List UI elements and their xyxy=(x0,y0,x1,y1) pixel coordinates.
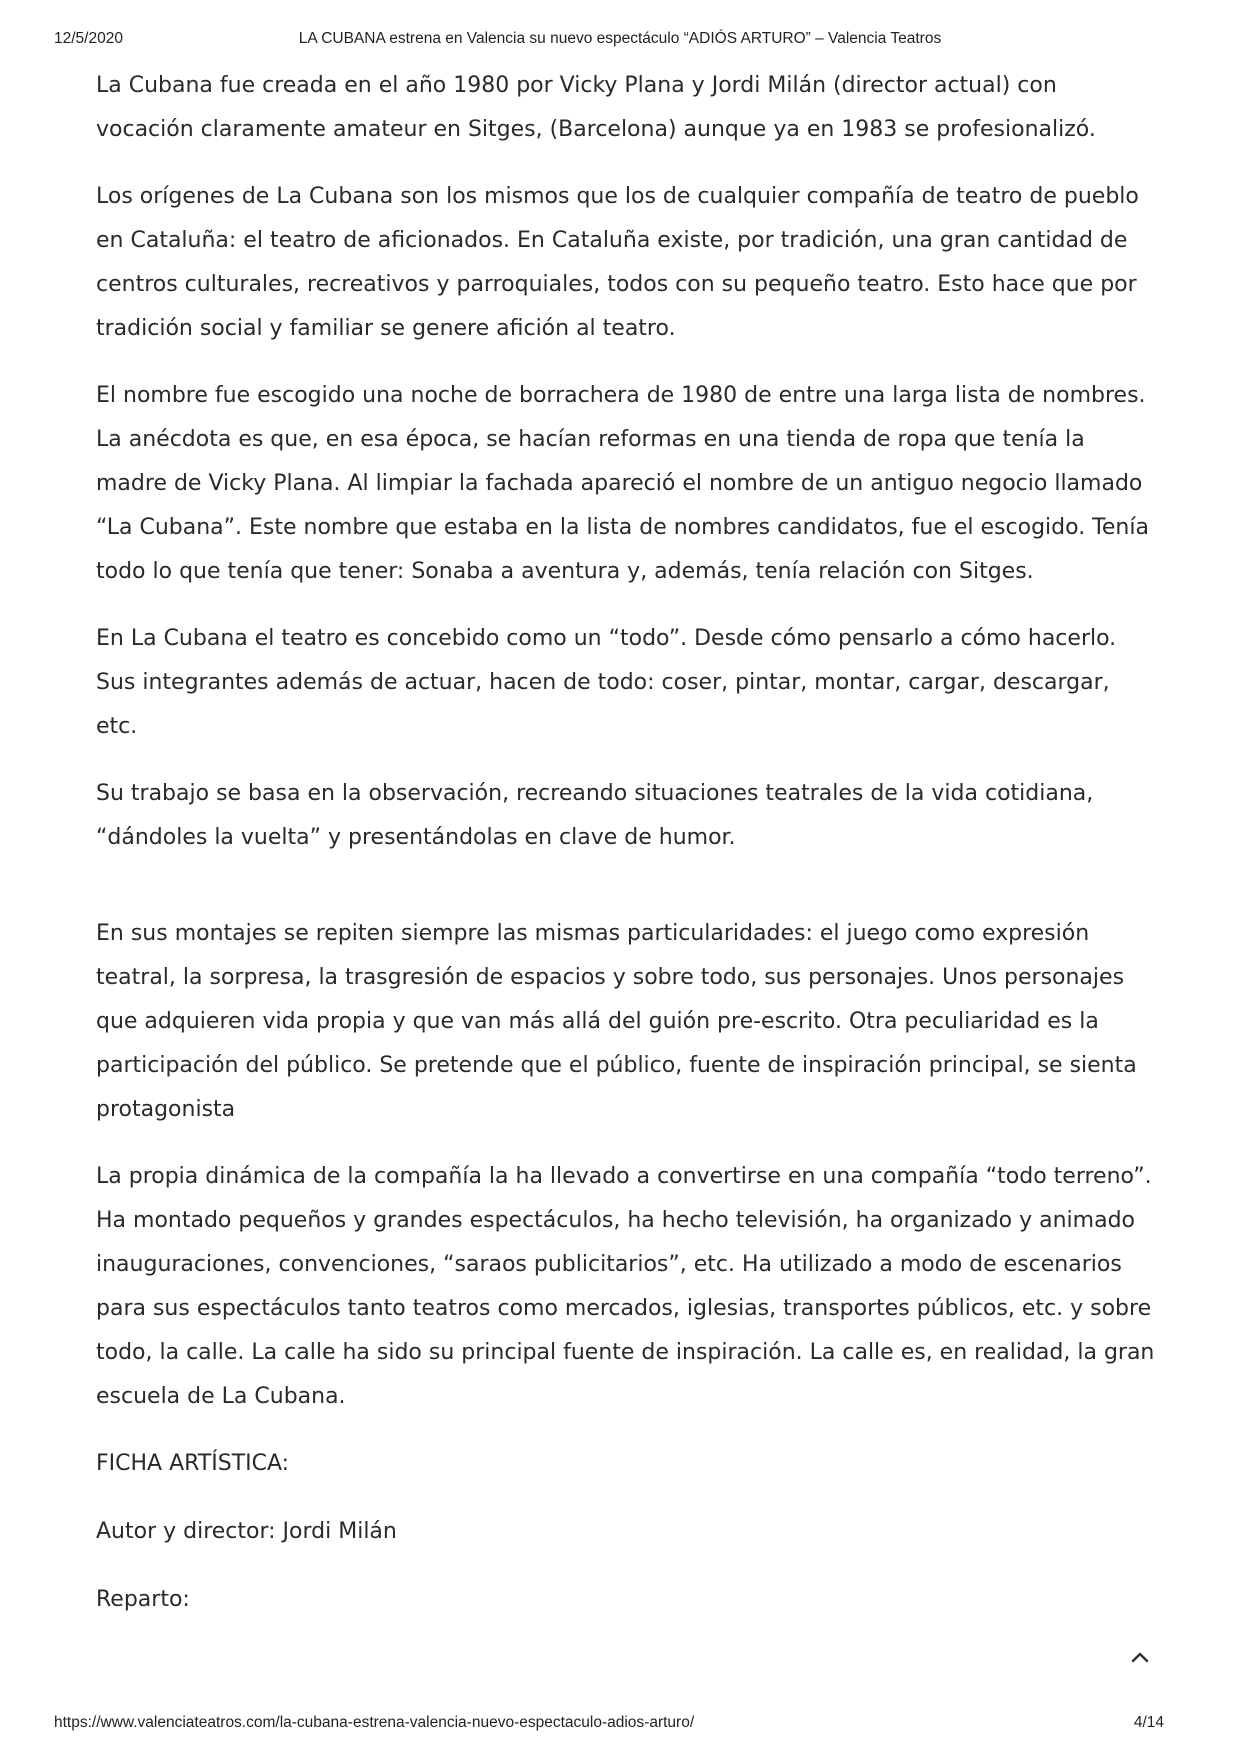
article-paragraph: En La Cubana el teatro es concebido como un “todo”. Desde cómo pensarlo a cómo hacerlo. Sus integrantes además de actuar, hacen de todo: coser, pintar, montar, cargar, descargar, etc. xyxy=(96,626,1117,739)
article-paragraph: La Cubana fue creada en el año 1980 por Vicky Plana y Jordi Milán (director actual) con vocación claramente amateur en Sitges, (Barcelona) aunque ya en 1983 se profesionalizó. xyxy=(96,73,1096,142)
article-body xyxy=(96,64,1156,1646)
print-page-title: LA CUBANA estrena en Valencia su nuevo espectáculo “ADIÓS ARTURO” – Valencia Teatros xyxy=(298,30,942,47)
article-paragraph: En sus montajes se repiten siempre las mismas particularidades: el juego como expresión teatral, la sorpresa, la trasgresión de espacios y sobre todo, sus personajes. Unos personajes que adquieren vida propia y que van más allá del guión pre-escrito. Otra peculiaridad es la participación del público. Se pretende que el público, fuente de inspiración principal, se sienta protagonista xyxy=(96,921,1137,1122)
autor-director-line: Autor y director: Jordi Milán xyxy=(96,1519,397,1544)
print-url: https://www.valenciateatros.com/la-cubana-estrena-valencia-nuevo-espectaculo-adios-arturo/ xyxy=(54,1714,695,1731)
ficha-artistica-heading: FICHA ARTÍSTICA: xyxy=(96,1451,290,1476)
print-header xyxy=(54,30,1186,52)
reparto-heading: Reparto: xyxy=(96,1587,190,1612)
print-footer xyxy=(54,1714,1186,1736)
article-paragraph: La propia dinámica de la compañía la ha llevado a convertirse en una compañía “todo terreno”. Ha montado pequeños y grandes espectáculos, ha hecho televisión, ha organizado y animado inauguraciones, convenciones, “saraos publicitarios”, etc. Ha utilizado a modo de escenarios para sus espectáculos tanto teatros como mercados, iglesias, transportes públicos, etc. y sobre todo, la calle. La calle ha sido su principal fuente de inspiración. La calle es, en realidad, la gran escuela de La Cubana. xyxy=(96,1164,1155,1409)
article-paragraph: Su trabajo se basa en la observación, recreando situaciones teatrales de la vida cotidiana, “dándoles la vuelta” y presentándolas en clave de humor. xyxy=(96,781,1094,850)
chevron-up-icon xyxy=(1131,1651,1149,1663)
print-date: 12/5/2020 xyxy=(54,30,123,47)
print-page-number: 4/14 xyxy=(1133,1714,1164,1731)
article-paragraph: Los orígenes de La Cubana son los mismos que los de cualquier compañía de teatro de pueblo en Cataluña: el teatro de aficionados. En Cataluña existe, por tradición, una gran cantidad de centros culturales, recreativos y parroquiales, todos con su pequeño teatro. Esto hace que por tradición social y familiar se genere afición al teatro. xyxy=(96,184,1139,341)
article-paragraph: El nombre fue escogido una noche de borrachera de 1980 de entre una larga lista de nombres. La anécdota es que, en esa época, se hacían reformas en una tienda de ropa que tenía la madre de Vicky Plana. Al limpiar la fachada apareció el nombre de un antiguo negocio llamado “La Cubana”. Este nombre que estaba en la lista de nombres candidatos, fue el escogido. Tenía todo lo que tenía que tener: Sonaba a aventura y, además, tenía relación con Sitges. xyxy=(96,383,1149,584)
scroll-to-top-button[interactable] xyxy=(1126,1643,1154,1671)
